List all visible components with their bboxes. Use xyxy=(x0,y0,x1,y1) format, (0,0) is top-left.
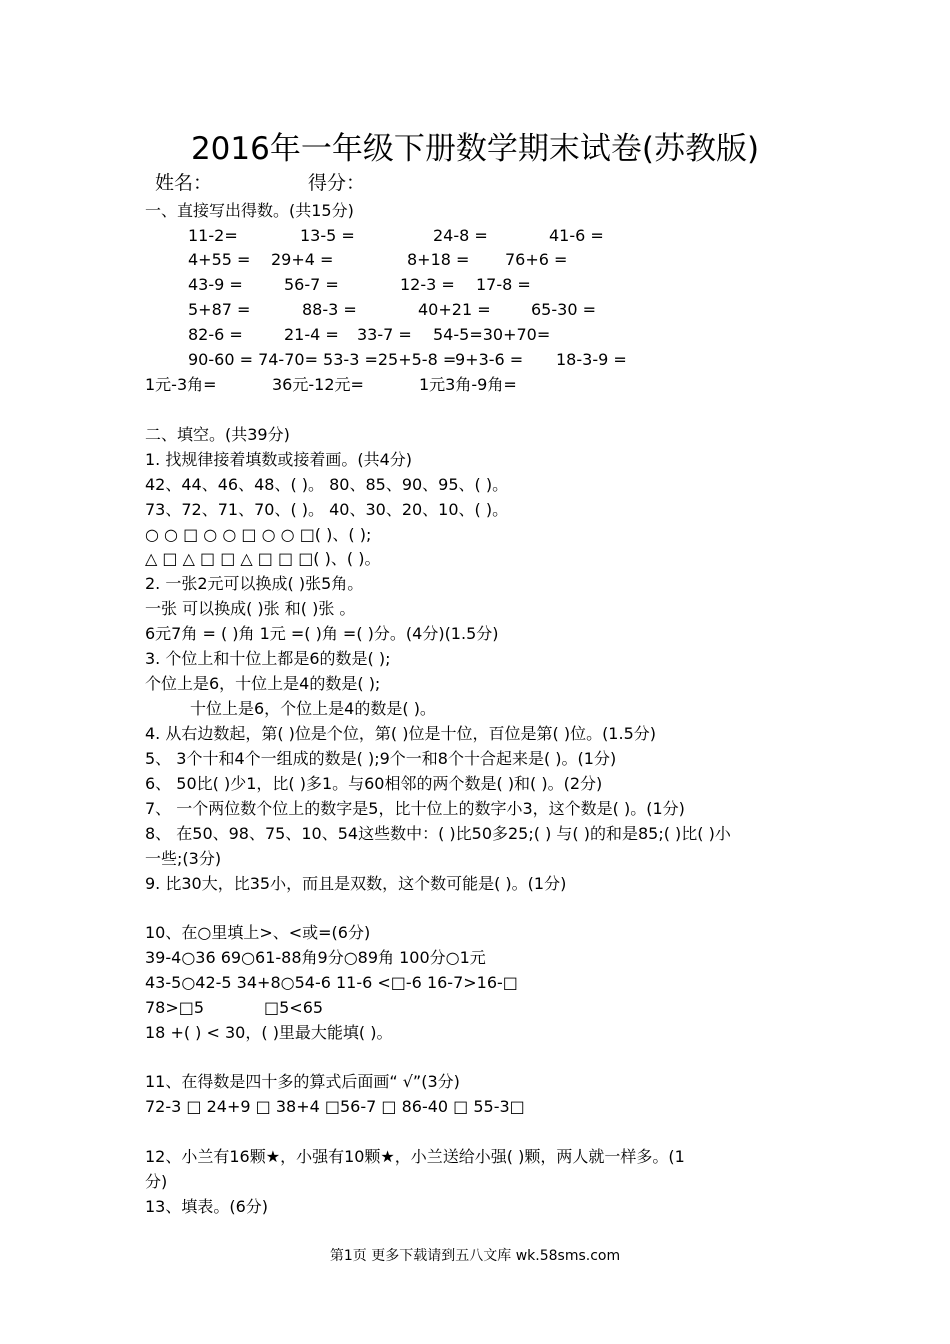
calc-item: 90-60 = 74-70= 53-3 =25+5-8 = xyxy=(188,350,457,369)
question-line: 13、填表。(6分) xyxy=(145,1197,269,1216)
calc-item: 41-6 = xyxy=(549,226,604,245)
calc-item: 5+87 = xyxy=(188,300,251,319)
calc-row xyxy=(0,349,950,371)
question-line: 73、72、71、70、( )。 40、30、20、10、( )。 xyxy=(145,500,509,519)
calc-item: 88-3 = xyxy=(302,300,357,319)
question-line: 42、44、46、48、( )。 80、85、90、95、( )。 xyxy=(145,475,509,494)
question-line: 分) xyxy=(145,1172,168,1191)
question-line: 72-3 □ 24+9 □ 38+4 □56-7 □ 86-40 □ 55-3□ xyxy=(145,1097,525,1116)
question-line: 个位上是6，十位上是4的数是( ); xyxy=(145,674,381,693)
calc-item: 82-6 = xyxy=(188,325,243,344)
question-line: 43-5○42-5 34+8○54-6 11-6 <□-6 16-7>16-□ xyxy=(145,973,518,992)
calc-row xyxy=(0,299,950,321)
calc-item: 21-4 = xyxy=(284,325,339,344)
calc-item: 11-2= xyxy=(188,226,238,245)
compare-item: □5<65 xyxy=(264,998,324,1017)
question-line: 十位上是6，个位上是4的数是( )。 xyxy=(190,699,436,718)
calc-item: 24-8 = xyxy=(433,226,488,245)
calc-item: 33-7 = xyxy=(357,325,412,344)
question-line xyxy=(0,997,950,1019)
calc-row xyxy=(0,225,950,247)
money-row xyxy=(0,374,950,396)
calc-item: 1元-3角= xyxy=(145,375,217,394)
calc-row xyxy=(0,274,950,296)
question-line: 2. 一张2元可以换成( )张5角。 xyxy=(145,574,364,593)
calc-item: 18-3-9 = xyxy=(556,350,627,369)
question-line: 9. 比30大，比35小，而且是双数，这个数可能是( )。(1分) xyxy=(145,874,567,893)
question-line: 4. 从右边数起，第( )位是个位，第( )位是十位，百位是第( )位。(1.5分) xyxy=(145,724,656,743)
score-label: 得分： xyxy=(308,172,366,194)
calc-item: 8+18 = xyxy=(407,250,470,269)
question-line: 12、小兰有16颗★，小强有10颗★，小兰送给小强( )颗，两人就一样多。(1 xyxy=(145,1147,685,1166)
page-footer: 第1页 更多下载请到五八文库 wk.58sms.com xyxy=(329,1248,621,1264)
calc-item: 54-5=30+70= xyxy=(433,325,551,344)
calc-item: 65-30 = xyxy=(531,300,596,319)
calc-item: 13-5 = xyxy=(300,226,355,245)
calc-item: 43-9 = xyxy=(188,275,243,294)
calc-row xyxy=(0,324,950,346)
calc-item: 1元3角-9角= xyxy=(419,375,517,394)
calc-item: 56-7 = xyxy=(284,275,339,294)
calc-item: 29+4 = xyxy=(271,250,334,269)
section1-heading: 一、直接写出得数。(共15分) xyxy=(145,201,354,220)
question-line: 一些;(3分) xyxy=(145,849,222,868)
calc-item: 36元-12元= xyxy=(272,375,364,394)
compare-item: 78>□5 xyxy=(145,998,205,1017)
question-line: 5、 3个十和4个一组成的数是( );9个一和8个十合起来是( )。(1分) xyxy=(145,749,617,768)
question-line: 1. 找规律接着填数或接着画。(共4分) xyxy=(145,450,413,469)
page-title: 2016年一年级下册数学期末试卷(苏教版) xyxy=(190,131,760,167)
question-line: 18 +( ) < 30，( )里最大能填( )。 xyxy=(145,1023,393,1042)
question-line: △ □ △ □ □ △ □ □ □( )、( )。 xyxy=(145,549,381,568)
calc-item: 4+55 = xyxy=(188,250,251,269)
question-line: 一张 可以换成( )张 和( )张 。 xyxy=(145,599,356,618)
question-line: 6元7角 = ( )角 1元 =( )角 =( )分。(4分)(1.5分) xyxy=(145,624,499,643)
calc-item: 12-3 = xyxy=(400,275,455,294)
calc-item: 17-8 = xyxy=(476,275,531,294)
name-label: 姓名： xyxy=(155,172,213,194)
question-line: 10、在○里填上>、<或=(6分) xyxy=(145,923,371,942)
question-line: 39-4○36 69○61-88角9分○89角 100分○1元 xyxy=(145,948,486,967)
question-line: 8、 在50、98、75、10、54这些数中：( )比50多25;( ) 与( )的和是85;( )比( )小 xyxy=(145,824,731,843)
calc-item: 76+6 = xyxy=(505,250,568,269)
question-line: 7、 一个两位数个位上的数字是5，比十位上的数字小3，这个数是( )。(1分) xyxy=(145,799,685,818)
question-line: ○ ○ □ ○ ○ □ ○ ○ □( )、( ); xyxy=(145,525,372,544)
calc-row xyxy=(0,249,950,271)
section2-heading: 二、填空。(共39分) xyxy=(145,425,290,444)
question-line: 3. 个位上和十位上都是6的数是( ); xyxy=(145,649,391,668)
calc-item: 40+21 = xyxy=(418,300,491,319)
question-line: 11、在得数是四十多的算式后面画“ √”(3分) xyxy=(145,1072,460,1091)
question-line: 6、 50比( )少1，比( )多1。与60相邻的两个数是( )和( )。(2分) xyxy=(145,774,603,793)
calc-item: 9+3-6 = xyxy=(455,350,524,369)
